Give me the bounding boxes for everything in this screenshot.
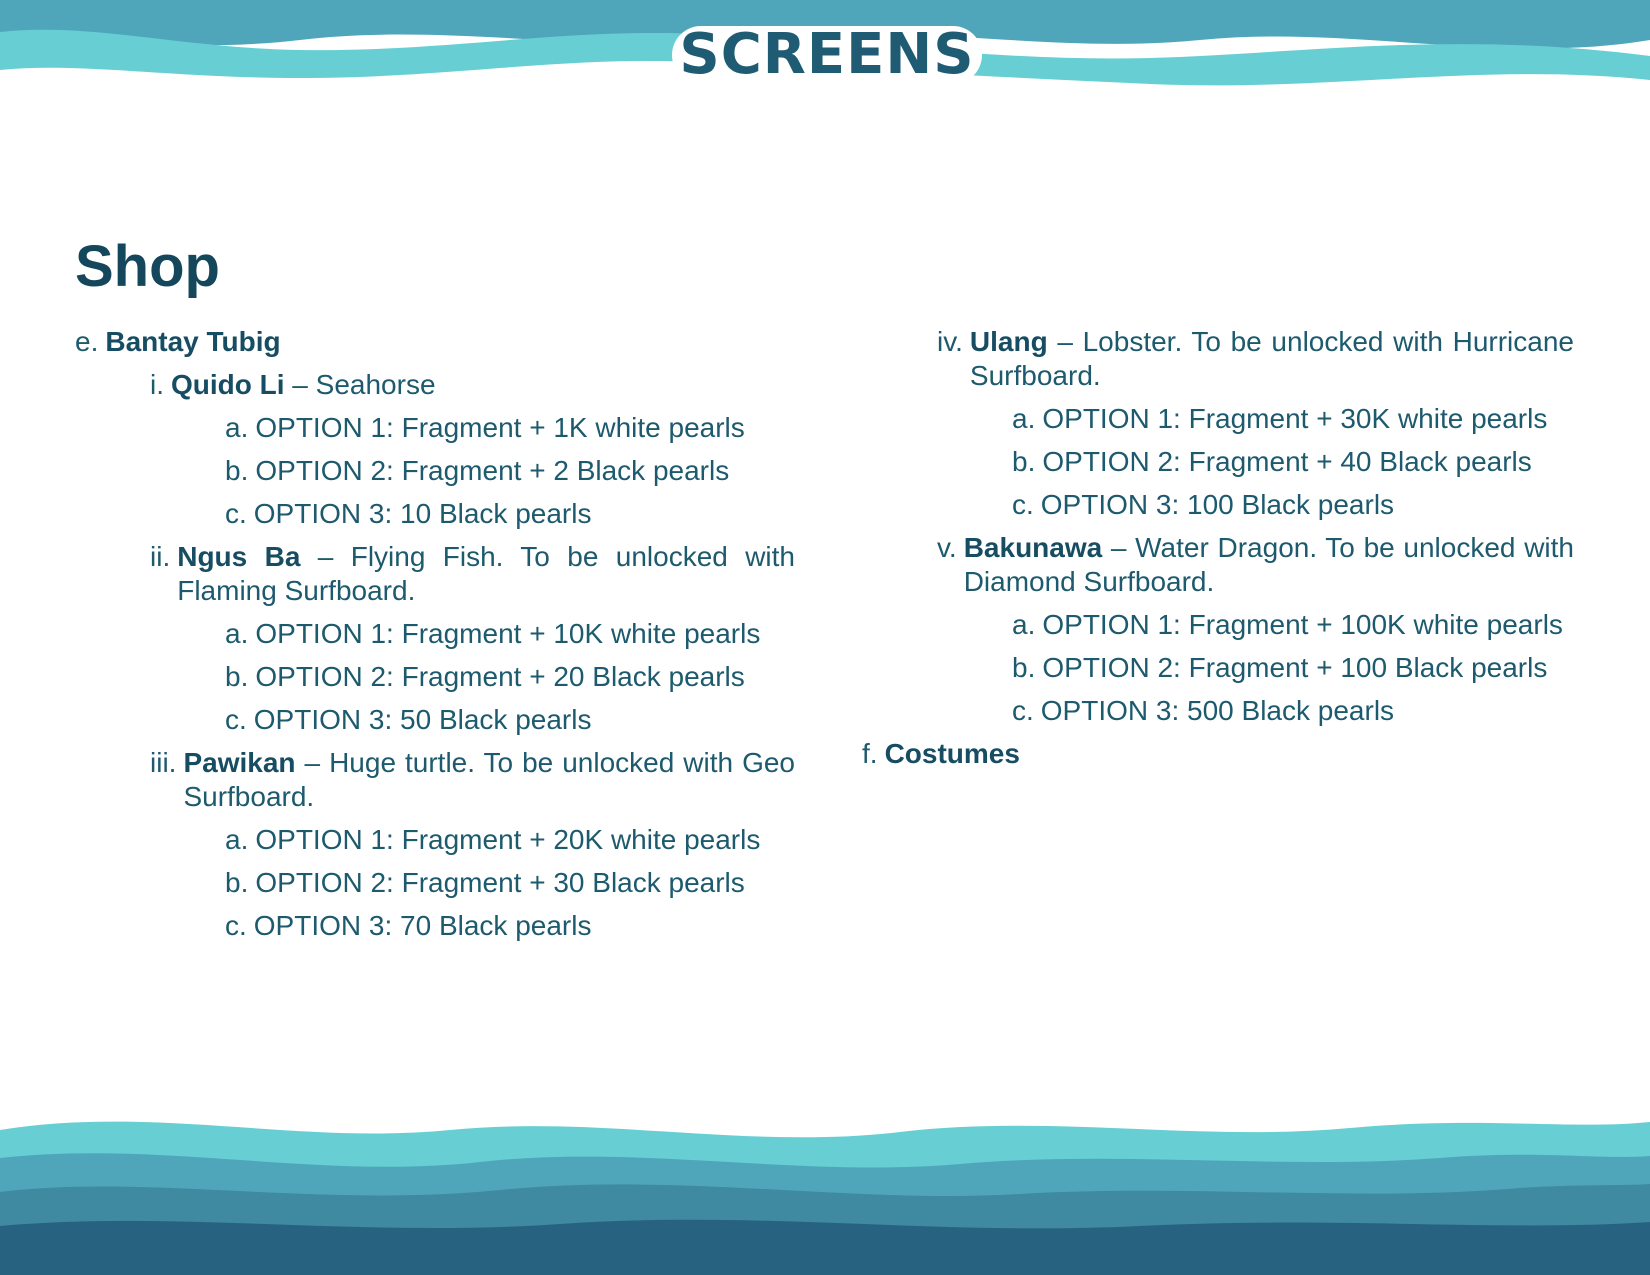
option-text: OPTION 1: Fragment + 10K white pearls bbox=[255, 618, 761, 649]
list-marker: b. bbox=[225, 661, 249, 692]
creature-name: Quido Li bbox=[171, 369, 285, 400]
list-marker: b. bbox=[225, 867, 249, 898]
option-text: OPTION 3: 500 Black pearls bbox=[1040, 695, 1395, 726]
option-item bbox=[862, 488, 1574, 522]
creature-description: – Flying Fish. To be unlocked with Flaming Surfboard. bbox=[177, 541, 795, 606]
option-text: OPTION 1: Fragment + 30K white pearls bbox=[1042, 403, 1548, 434]
list-marker: a. bbox=[225, 618, 249, 649]
list-marker: c. bbox=[225, 704, 247, 735]
option-text: OPTION 1: Fragment + 20K white pearls bbox=[255, 824, 761, 855]
list-marker: c. bbox=[225, 910, 247, 941]
shop-list-right-column bbox=[862, 325, 1574, 780]
option-item bbox=[75, 497, 795, 531]
section-name: Costumes bbox=[884, 738, 1020, 769]
option-item bbox=[75, 866, 795, 900]
list-item-ulang bbox=[862, 325, 1574, 393]
option-text: OPTION 2: Fragment + 2 Black pearls bbox=[255, 455, 730, 486]
bottom-wave-banner bbox=[0, 1100, 1650, 1275]
creature-name: Ngus Ba bbox=[177, 541, 301, 572]
option-item bbox=[862, 651, 1574, 685]
list-marker: ii. bbox=[150, 541, 171, 572]
list-marker: i. bbox=[150, 369, 164, 400]
creature-description: – Huge turtle. To be unlocked with Geo Surfboard. bbox=[183, 747, 795, 812]
creature-name: Bakunawa bbox=[963, 532, 1103, 563]
list-marker: iii. bbox=[150, 747, 177, 778]
option-item bbox=[862, 694, 1574, 728]
option-item bbox=[75, 617, 795, 651]
creature-description: – Water Dragon. To be unlocked with Diamond Surfboard. bbox=[963, 532, 1574, 597]
list-marker: e. bbox=[75, 326, 99, 357]
option-item bbox=[862, 445, 1574, 479]
list-item-section-f bbox=[862, 737, 1574, 771]
list-marker: f. bbox=[862, 738, 878, 769]
list-marker: c. bbox=[1012, 489, 1034, 520]
option-item bbox=[75, 660, 795, 694]
list-marker: c. bbox=[1012, 695, 1034, 726]
option-text: OPTION 3: 100 Black pearls bbox=[1040, 489, 1395, 520]
list-item-bakunawa bbox=[862, 531, 1574, 599]
option-text: OPTION 2: Fragment + 100 Black pearls bbox=[1042, 652, 1548, 683]
list-marker: b. bbox=[1012, 446, 1036, 477]
creature-description: – Seahorse bbox=[284, 369, 436, 400]
option-text: OPTION 1: Fragment + 100K white pearls bbox=[1042, 609, 1563, 640]
section-name: Bantay Tubig bbox=[105, 326, 281, 357]
creature-name: Pawikan bbox=[183, 747, 296, 778]
option-item bbox=[75, 909, 795, 943]
list-marker: iv. bbox=[937, 326, 963, 357]
list-item-ngus-ba bbox=[75, 540, 795, 608]
option-text: OPTION 2: Fragment + 30 Black pearls bbox=[255, 867, 745, 898]
option-item bbox=[75, 703, 795, 737]
list-item-pawikan bbox=[75, 746, 795, 814]
option-item bbox=[75, 454, 795, 488]
option-text: OPTION 2: Fragment + 40 Black pearls bbox=[1042, 446, 1532, 477]
option-item bbox=[862, 402, 1574, 436]
option-text: OPTION 1: Fragment + 1K white pearls bbox=[255, 412, 745, 443]
list-marker: a. bbox=[1012, 403, 1036, 434]
list-marker: a. bbox=[225, 412, 249, 443]
creature-name: Ulang bbox=[969, 326, 1048, 357]
creature-description: – Lobster. To be unlocked with Hurricane Surfboard. bbox=[969, 326, 1574, 391]
option-text: OPTION 2: Fragment + 20 Black pearls bbox=[255, 661, 745, 692]
list-marker: v. bbox=[937, 532, 957, 563]
list-marker: b. bbox=[225, 455, 249, 486]
list-marker: a. bbox=[225, 824, 249, 855]
logo-wordmark: SCREENS bbox=[679, 22, 975, 87]
page-title: Shop bbox=[75, 234, 220, 299]
option-text: OPTION 3: 50 Black pearls bbox=[253, 704, 592, 735]
option-item bbox=[862, 608, 1574, 642]
list-marker: c. bbox=[225, 498, 247, 529]
shop-list-left-column bbox=[75, 325, 795, 952]
screens-logo bbox=[672, 22, 982, 88]
option-item bbox=[75, 823, 795, 857]
option-item bbox=[75, 411, 795, 445]
option-text: OPTION 3: 10 Black pearls bbox=[253, 498, 592, 529]
option-text: OPTION 3: 70 Black pearls bbox=[253, 910, 592, 941]
list-marker: a. bbox=[1012, 609, 1036, 640]
list-item-quido-li bbox=[75, 368, 795, 402]
list-item-section-e bbox=[75, 325, 795, 359]
list-marker: b. bbox=[1012, 652, 1036, 683]
